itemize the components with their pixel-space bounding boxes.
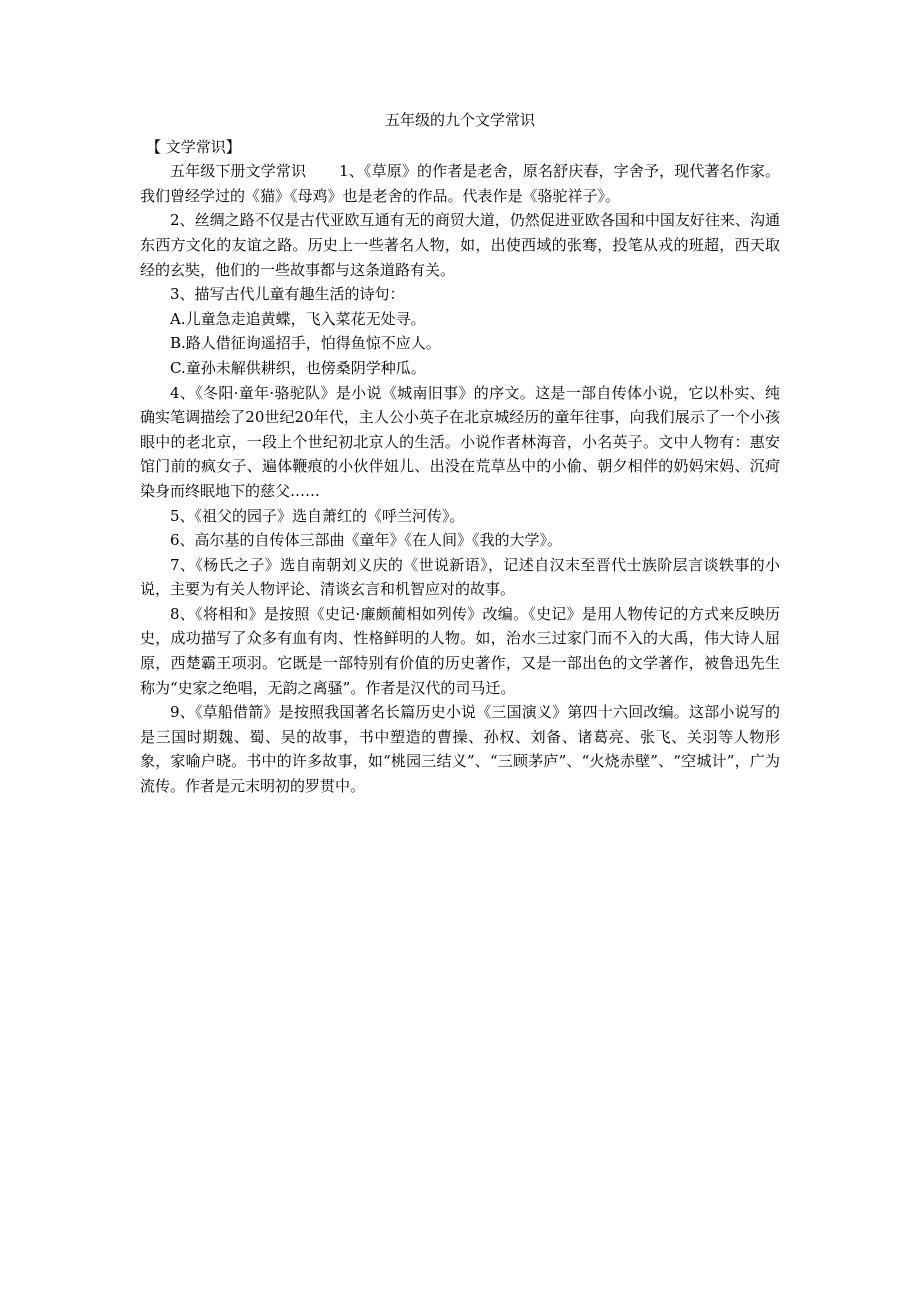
paragraph-5: 5、《祖父的园子》选自萧红的《呼兰河传》。: [170, 506, 465, 525]
paragraph-9: 9、《草船借箭》是按照我国著名长篇历史小说《三国演义》第四十六回改编。这部小说写的是三国时期魏、蜀、吴的故事，书中塑造的曹操、孙权、刘备、诸葛亮、张飞、关羽等人物形象，家喻户晓。书中的许多故事，如“桃园三结义”、“三顾茅庐”、“火烧赤壁”、“空城计”，广为流传。作者是元末明初的罗贯中。: [140, 703, 780, 796]
section-label: 【 文学常识】: [146, 137, 241, 156]
paragraph-6: 6、高尔基的自传体三部曲《童年》《在人间》《我的大学》。: [170, 531, 563, 550]
paragraph-1-body: 1、《草原》的作者是老舍，原名舒庆春，字舍予，现代著名作家。我们曾经学过的《猫》《母鸡》也是老舍的作品。代表作是《骆驼祥子》。: [140, 162, 780, 205]
paragraph-2: 2、丝绸之路不仅是古代亚欧互通有无的商贸大道，仍然促进亚欧各国和中国友好往来、沟通东西方文化的友谊之路。历史上一些著名人物，如，出使西域的张骞，投笔从戎的班超，西天取经的玄奘，他们的一些故事都与这条道路有关。: [140, 211, 780, 279]
paragraph-4: 4、《冬阳·童年·骆驼队》是小说《城南旧事》的序文。这是一部自传体小说，它以朴实、纯确实笔调描绘了20世纪20年代，主人公小英子在北京城经历的童年往事，向我们展示了一个小孩眼中的老北京，一段上个世纪初北京人的生活。小说作者林海音，小名英子。文中人物有：惠安馆门前的疯女子、遍体鞭痕的小伙伴妞儿、出没在荒草丛中的小偷、朝夕相伴的奶妈宋妈、沉疴染身而终眠地下的慈父……: [140, 383, 780, 500]
paragraph-3: 3、描写古代儿童有趣生活的诗句：: [170, 285, 405, 304]
paragraph-1: [140, 159, 780, 208]
poem-line-c: C.童孙未解供耕织，也傍桑阴学种瓜。: [170, 358, 426, 377]
document-page: [140, 108, 780, 799]
document-title: 五年级的九个文学常识: [384, 111, 535, 129]
paragraph-7: 7、《杨氏之子》选自南朝刘义庆的《世说新语》，记述自汉末至晋代士族阶层言谈轶事的小说，主要为有关人物评论、清谈玄言和机智应对的故事。: [140, 555, 780, 599]
poem-line-a: A.儿童急走追黄蝶，飞入菜花无处寻。: [170, 309, 426, 328]
poem-line-b: B.路人借征询遥招手，怕得鱼惊不应人。: [170, 334, 441, 353]
paragraph-8: 8、《将相和》是按照《史记·廉颇蔺相如列传》改编。《史记》是用人物传记的方式来反映历史，成功描写了众多有血有肉、性格鲜明的人物。如，治水三过家门而不入的大禹，伟大诗人屈原，西楚霸王项羽。它既是一部特别有价值的历史著作，又是一部出色的文学著作，被鲁迅先生称为“史家之绝唱，无韵之离骚”。作者是汉代的司马迁。: [140, 604, 780, 697]
paragraph-1-lead: 五年级下册文学常识: [170, 162, 307, 181]
